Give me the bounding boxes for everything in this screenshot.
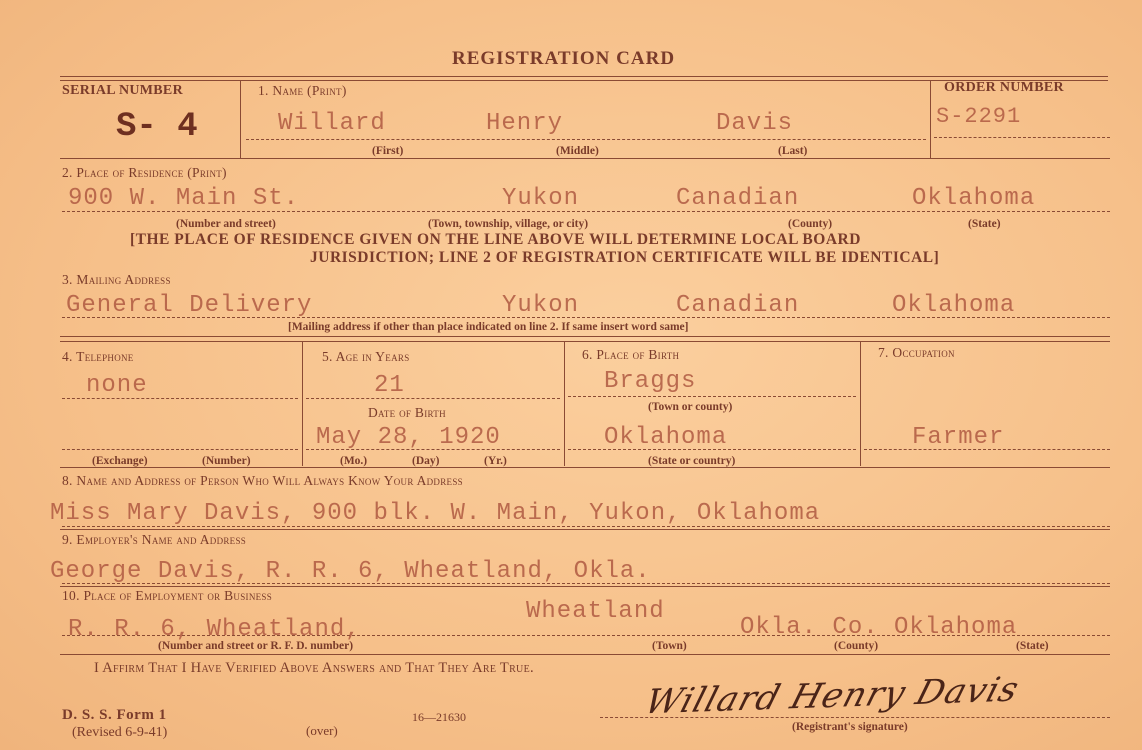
top-rule bbox=[60, 76, 1108, 77]
mailing-county: Canadian bbox=[676, 292, 800, 319]
age-label: 5. Age in Years bbox=[322, 349, 410, 364]
telephone-label: 4. Telephone bbox=[62, 349, 134, 364]
registrant-signature: Willard Henry Davis bbox=[640, 669, 1024, 723]
employment-county-label: (County) bbox=[834, 640, 879, 652]
mo-label: (Mo.) bbox=[340, 455, 368, 467]
form-number: D. S. S. Form 1 bbox=[62, 707, 167, 723]
employment-street-label: (Number and street or R. F. D. number) bbox=[158, 640, 354, 652]
affirmation-text: I Affirm That I Have Verified Above Answers and That They Are True. bbox=[94, 660, 534, 676]
residence-notice-line1: [THE PLACE OF RESIDENCE GIVEN ON THE LINE ABOVE WILL DETERMINE LOCAL BOARD bbox=[130, 231, 861, 248]
telephone-line-2 bbox=[62, 449, 298, 450]
row9-bottom-rule bbox=[60, 586, 1110, 587]
residence-county: Canadian bbox=[676, 185, 800, 212]
birthplace-state-label: (State or country) bbox=[648, 455, 736, 467]
employment-town: Wheatland bbox=[526, 598, 665, 625]
yr-label: (Yr.) bbox=[484, 455, 507, 467]
age-line bbox=[306, 398, 560, 399]
employer-line bbox=[62, 583, 1110, 584]
last-name: Davis bbox=[716, 110, 794, 137]
residence-street: 900 W. Main St. bbox=[68, 185, 300, 212]
dob-value: May 28, 1920 bbox=[316, 424, 501, 451]
day-label: (Day) bbox=[412, 455, 440, 467]
row3-bottom-rule-inner bbox=[60, 341, 1110, 342]
mailing-note: [Mailing address if other than place indicated on line 2. If same insert word same] bbox=[288, 321, 689, 333]
mailing-label: 3. Mailing Address bbox=[62, 272, 171, 287]
residence-notice-line2: JURISDICTION; LINE 2 OF REGISTRATION CERTIFICATE WILL BE IDENTICAL] bbox=[310, 249, 940, 266]
employment-line bbox=[62, 635, 1110, 636]
last-label: (Last) bbox=[778, 145, 808, 157]
birthplace-town: Braggs bbox=[604, 368, 697, 395]
telephone-value: none bbox=[86, 372, 148, 399]
middle-label: (Middle) bbox=[556, 145, 599, 157]
signature-label: (Registrant's signature) bbox=[792, 721, 908, 733]
occupation-label: 7. Occupation bbox=[878, 345, 955, 360]
employment-county-state: Okla. Co. Oklahoma bbox=[740, 614, 1018, 641]
telephone-line-1 bbox=[62, 398, 298, 399]
mailing-line bbox=[62, 317, 1110, 318]
name-label: 1. Name (Print) bbox=[258, 83, 347, 98]
dob-label: Date of Birth bbox=[368, 405, 446, 420]
order-line bbox=[934, 137, 1110, 138]
middle-name: Henry bbox=[486, 110, 564, 137]
contact-person-label: 8. Name and Address of Person Who Will Always Know Your Address bbox=[62, 473, 463, 488]
serial-number-label: SERIAL NUMBER bbox=[62, 83, 183, 98]
mailing-state: Oklahoma bbox=[892, 292, 1016, 319]
row3-bottom-rule bbox=[60, 336, 1110, 337]
number-label: (Number) bbox=[202, 455, 251, 467]
employment-town-label: (Town) bbox=[652, 640, 687, 652]
contact-person-value: Miss Mary Davis, 900 blk. W. Main, Yukon, Oklahoma bbox=[50, 500, 821, 527]
employer-value: George Davis, R. R. 6, Wheatland, Okla. bbox=[50, 558, 651, 585]
card-title: REGISTRATION CARD bbox=[452, 48, 676, 69]
mailing-town: Yukon bbox=[502, 292, 580, 319]
residence-county-label: (County) bbox=[788, 218, 833, 230]
birthplace-town-line bbox=[568, 396, 856, 397]
order-divider bbox=[930, 80, 931, 158]
residence-town-label: (Town, township, village, or city) bbox=[428, 218, 589, 230]
occupation-line bbox=[864, 449, 1110, 450]
exchange-label: (Exchange) bbox=[92, 455, 148, 467]
employer-label: 9. Employer's Name and Address bbox=[62, 532, 247, 547]
row1-bottom-rule bbox=[60, 158, 1110, 159]
row8-bottom-rule bbox=[60, 529, 1110, 530]
residence-street-label: (Number and street) bbox=[176, 218, 276, 230]
employment-place-label: 10. Place of Employment or Business bbox=[62, 588, 273, 603]
order-number-value: S-2291 bbox=[936, 104, 1022, 129]
contact-line bbox=[62, 526, 1110, 527]
row10-bottom-rule bbox=[60, 654, 1110, 655]
residence-state: Oklahoma bbox=[912, 185, 1036, 212]
order-number-label: ORDER NUMBER bbox=[944, 80, 1064, 95]
name-line bbox=[246, 139, 926, 140]
age-value: 21 bbox=[374, 372, 405, 399]
col-divider-2 bbox=[564, 342, 565, 466]
residence-town: Yukon bbox=[502, 185, 580, 212]
occupation-value: Farmer bbox=[912, 424, 1005, 451]
residence-state-label: (State) bbox=[968, 218, 1001, 230]
first-name: Willard bbox=[278, 110, 386, 137]
birthplace-label: 6. Place of Birth bbox=[582, 347, 680, 362]
mailing-address: General Delivery bbox=[66, 292, 313, 319]
over-note: (over) bbox=[306, 723, 338, 738]
dob-line bbox=[306, 449, 560, 450]
employment-state-label: (State) bbox=[1016, 640, 1049, 652]
serial-number-value: S- 4 bbox=[116, 108, 198, 146]
signature-line bbox=[600, 717, 1110, 718]
row4-bottom-rule bbox=[60, 467, 1110, 468]
birthplace-state-line bbox=[568, 449, 856, 450]
col-divider-3 bbox=[860, 342, 861, 466]
employment-street: R. R. 6, Wheatland, bbox=[68, 616, 361, 643]
form-revised: (Revised 6-9-41) bbox=[72, 725, 168, 740]
birthplace-town-label: (Town or county) bbox=[648, 401, 733, 413]
print-code: 16—21630 bbox=[412, 710, 466, 724]
birthplace-state: Oklahoma bbox=[604, 424, 728, 451]
serial-divider bbox=[240, 80, 241, 158]
first-label: (First) bbox=[372, 145, 404, 157]
col-divider-1 bbox=[302, 342, 303, 466]
residence-line bbox=[62, 211, 1110, 212]
residence-label: 2. Place of Residence (Print) bbox=[62, 165, 227, 180]
